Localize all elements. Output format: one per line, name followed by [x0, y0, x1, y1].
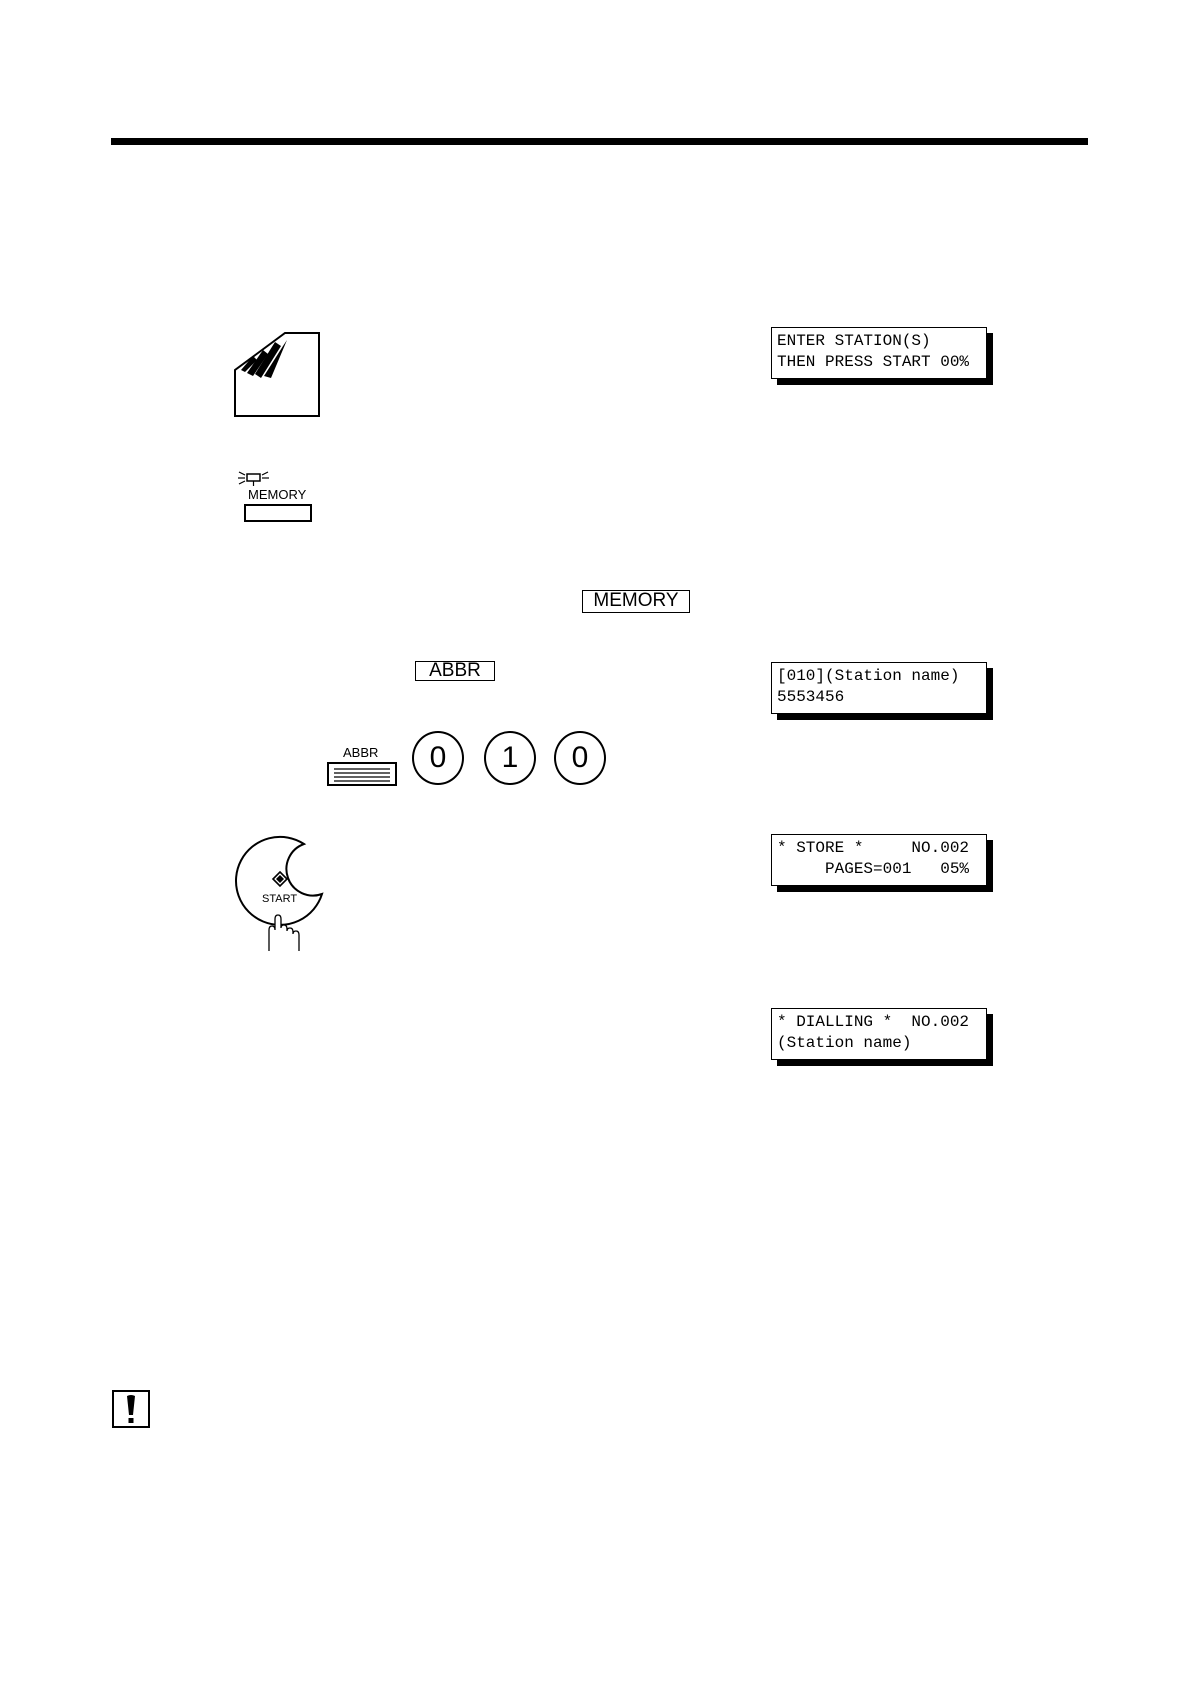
digit-key-0: 0 — [412, 731, 464, 785]
start-button-icon — [234, 834, 328, 954]
memory-key-label: MEMORY — [582, 590, 690, 613]
lcd-line-2: 5553456 — [777, 688, 845, 706]
abbr-icon-label: ABBR — [343, 745, 379, 760]
memory-icon-label: MEMORY — [248, 487, 307, 502]
lcd-line-2: THEN PRESS START 00% — [777, 353, 970, 371]
memory-button-icon — [237, 470, 317, 526]
lcd-line-1: * STORE * NO.002 — [777, 839, 970, 857]
abbr-button-icon — [327, 744, 397, 786]
note-exclamation-icon — [112, 1390, 150, 1428]
abbr-button-body — [327, 762, 397, 786]
lcd-display-station — [771, 662, 987, 714]
abbr-key-label: ABBR — [415, 661, 495, 681]
header-rule — [111, 138, 1088, 145]
digit-key-1: 1 — [484, 731, 536, 785]
lcd-line-1: * DIALLING * NO.002 — [777, 1013, 970, 1031]
lcd-line-1: [010](Station name) — [777, 667, 960, 685]
memory-button-body — [244, 504, 312, 522]
lcd-display-store — [771, 834, 987, 886]
start-label: START — [262, 893, 298, 905]
lcd-line-2: PAGES=001 05% — [777, 860, 970, 878]
lcd-display-dialling — [771, 1008, 987, 1060]
lcd-display-enter-station — [771, 327, 987, 379]
lcd-line-1: ENTER STATION(S) — [777, 332, 931, 350]
digit-key-0-second: 0 — [554, 731, 606, 785]
document-feed-icon — [233, 330, 323, 420]
lcd-line-2: (Station name) — [777, 1034, 912, 1052]
